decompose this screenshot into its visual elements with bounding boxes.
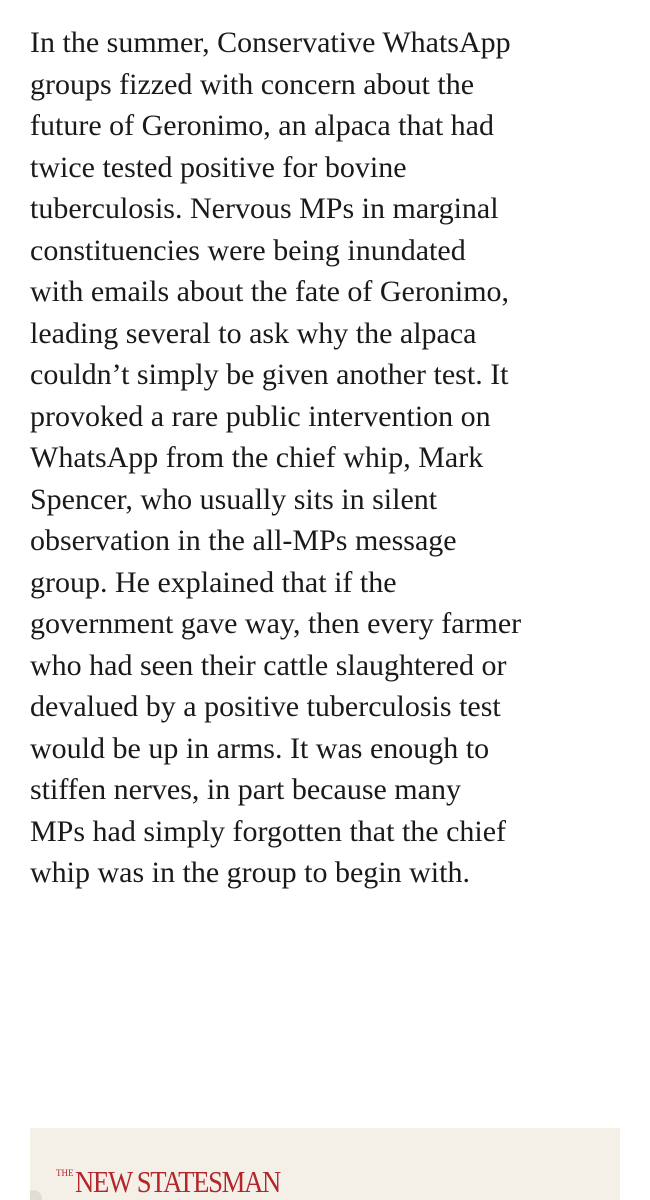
article-line: couldn’t simply be given another test. It [30, 358, 509, 391]
new-statesman-logo[interactable] [56, 1166, 313, 1198]
article-line: government gave way, then every farmer [30, 607, 522, 640]
article-line: stiffen nerves, in part because many [30, 773, 461, 806]
article-line: provoked a rare public intervention on [30, 399, 491, 433]
article-line: devalued by a positive tuberculosis test [30, 690, 501, 723]
article-line: Spencer, who usually sits in silent [30, 482, 438, 516]
logo-prefix: THE [56, 1168, 74, 1178]
article-line: would be up in arms. It was enough to [30, 731, 490, 765]
article-line: group. He explained that if the [30, 565, 397, 599]
article-line: MPs had simply forgotten that the chief [30, 814, 507, 848]
article-line: future of Geronimo, an alpaca that had [30, 109, 494, 142]
article-line: groups fizzed with concern about the [30, 67, 475, 101]
circle-icon [30, 1190, 42, 1200]
article-line: constituencies were being inundated [30, 233, 466, 267]
article-line: In the summer, Conservative WhatsApp [30, 26, 511, 59]
article-line: whip was in the group to begin with. [30, 856, 470, 889]
article-line: who had seen their cattle slaughtered or [30, 648, 507, 682]
article-line: tuberculosis. Nervous MPs in marginal [30, 192, 499, 225]
article-line: observation in the all-MPs message [30, 524, 457, 557]
article-line: leading several to ask why the alpaca [30, 316, 477, 350]
article-line: WhatsApp from the chief whip, Mark [30, 441, 484, 474]
article-line: with emails about the fate of Geronimo, [30, 275, 510, 308]
article-paragraph [30, 22, 630, 894]
logo-name: NEW STATESMAN [74, 1164, 280, 1199]
publisher-footer-banner [30, 1128, 620, 1200]
article-line: twice tested positive for bovine [30, 150, 407, 184]
